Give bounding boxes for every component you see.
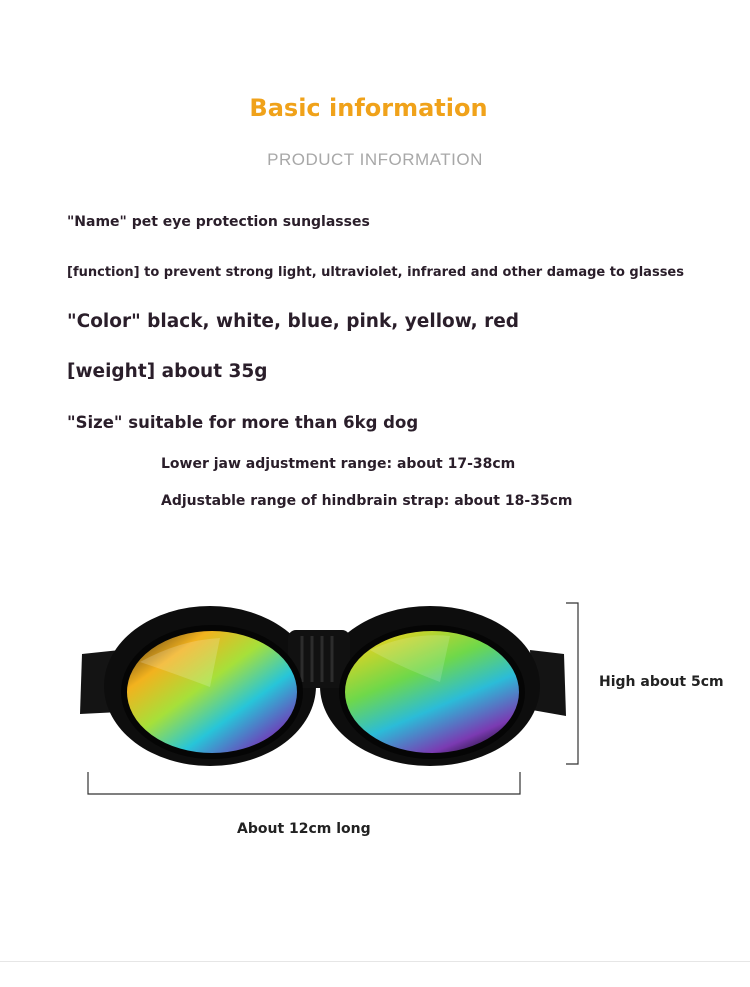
section-subtitle: PRODUCT INFORMATION: [267, 150, 483, 169]
length-bracket: [82, 768, 528, 800]
spec-size: "Size" suitable for more than 6kg dog: [67, 413, 419, 432]
goggles-image: [70, 592, 585, 772]
spec-color: "Color" black, white, blue, pink, yellow, red: [67, 311, 520, 332]
height-label: High about 5cm: [599, 674, 724, 690]
length-label: About 12cm long: [237, 821, 371, 837]
spec-jaw-range: Lower jaw adjustment range: about 17-38cm: [161, 456, 516, 472]
spec-name: "Name" pet eye protection sunglasses: [67, 214, 370, 230]
spec-weight: [weight] about 35g: [67, 361, 268, 382]
bottom-divider: [0, 961, 750, 962]
height-bracket: [560, 598, 584, 770]
spec-strap-range: Adjustable range of hindbrain strap: about 18-35cm: [161, 493, 573, 509]
spec-function: [function] to prevent strong light, ultraviolet, infrared and other damage to glasses: [67, 265, 684, 280]
section-title: Basic information: [249, 94, 488, 122]
